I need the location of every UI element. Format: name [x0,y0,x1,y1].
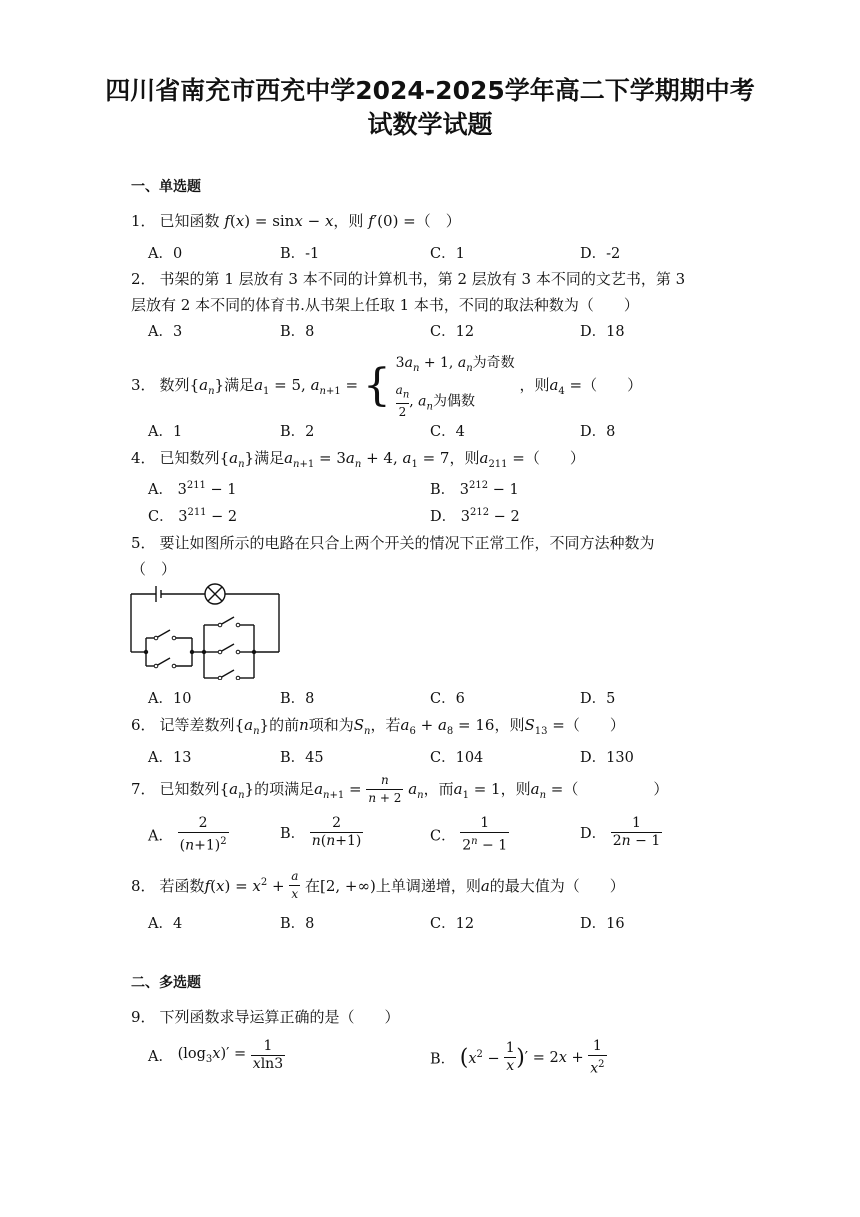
question-5-line2: （ ） [131,560,177,578]
q2-option-c: C．12 [430,324,475,340]
q7-option-d: D． $\frac{1}{2n - 1}$ [580,815,661,849]
q1-option-a: A．0 [148,246,183,262]
q8-option-d: D．16 [580,916,625,932]
q6-option-c: C．104 [430,750,484,766]
q1-option-d: D．-2 [580,246,621,262]
question-7: 7． 已知数列$\{a_n\}$的项满足$a_{n+1}$ = $\frac{n}{n + 2}$ $a_n$，而$a_1 = 1$，则$a_n$ =（ ） [131,773,669,805]
question-4: 4． 已知数列$\{a_n\}$满足$a_{n+1} = 3a_n + 4$, $a_1 = 7$，则$a_{211}$ =（ ） [131,449,585,470]
q4-option-b: B． $3^{212} - 1$ [430,480,519,498]
q7-option-a: A． $\frac{2}{(n+1)^2}$ [148,815,227,854]
question-3: 3． 数列$\{a_n\}$满足$a_1 = 5$, $a_{n+1}$ = { $3a_n + 1$, $a_n$为奇数 $\frac{a_n}{2}$ , $a_n$为偶数 ，则$a_4$ =（ ） [131,355,643,420]
q2-option-b: B．8 [280,324,315,340]
question-9: 9． 下列函数求导运算正确的是（ ） [131,1008,400,1026]
q7-option-c: C． $\frac{1}{2^n - 1}$ [430,815,508,854]
q6-option-d: D．130 [580,750,634,766]
q8-option-a: A．4 [148,916,183,932]
q5-option-d: D．5 [580,691,616,707]
exam-title-line2: 试数学试题 [367,110,493,139]
q2-option-d: D．18 [580,324,625,340]
q9-option-a: A． $(\log_3x)'$ = $\frac{1}{xln3}$ [148,1038,284,1072]
question-8: 8． 若函数$f(x) = x^2$ + $\frac{a}{x}$ 在[2, +∞)上单调递增，则a的最大值为（ ） [131,869,625,901]
q2-option-a: A．3 [148,324,183,340]
q3-option-d: D．8 [580,424,616,440]
q3-option-a: A．1 [148,424,183,440]
q6-option-b: B．45 [280,750,324,766]
q5-option-b: B．8 [280,691,315,707]
circuit-diagram [126,580,286,680]
question-2: 2． 书架的第 1 层放有 3 本不同的计算机书，第 2 层放有 3 本不同的文艺书，第 3 [131,270,686,288]
q7-option-b: B． $\frac{2}{n(n+1)}$ [280,815,362,849]
question-1: 1． 已知函数 f(x) = sinx − x，则 f′(0) =（ ） [131,212,461,230]
q3-option-c: C．4 [430,424,465,440]
q9-option-b: B． ($x^2$ − $\frac{1}{x}$ )′ = 2x + $\frac{1}{x^2}$ [430,1038,605,1077]
q5-option-a: A．10 [148,691,192,707]
q4-option-d: D． $3^{212} - 2$ [430,507,520,525]
question-6: 6． 记等差数列$\{a_n\}$的前n项和为$S_n$，若$a_6 + a_8 = 16$，则$S_{13}$ =（ ） [131,716,625,737]
q8-option-b: B．8 [280,916,315,932]
q6-option-a: A．13 [148,750,192,766]
q3-option-b: B．2 [280,424,315,440]
section-single-choice: 一、单选题 [131,179,201,195]
question-2-line2: 层放有 2 本不同的体育书.从书架上任取 1 本书，不同的取法种数为（ ） [131,296,639,314]
q1-option-c: C．1 [430,246,465,262]
q4-option-c: C． $3^{211} - 2$ [148,507,238,525]
q5-option-c: C．6 [430,691,465,707]
question-5: 5． 要让如图所示的电路在只合上两个开关的情况下正常工作，不同方法种数为 [131,534,655,552]
section-multiple-choice: 二、多选题 [131,975,201,991]
q4-option-a: A． $3^{211} - 1$ [148,480,237,498]
q1-option-b: B．-1 [280,246,320,262]
exam-title-line1: 四川省南充市西充中学2024-2025学年高二下学期期中考 [105,76,755,105]
q8-option-c: C．12 [430,916,475,932]
